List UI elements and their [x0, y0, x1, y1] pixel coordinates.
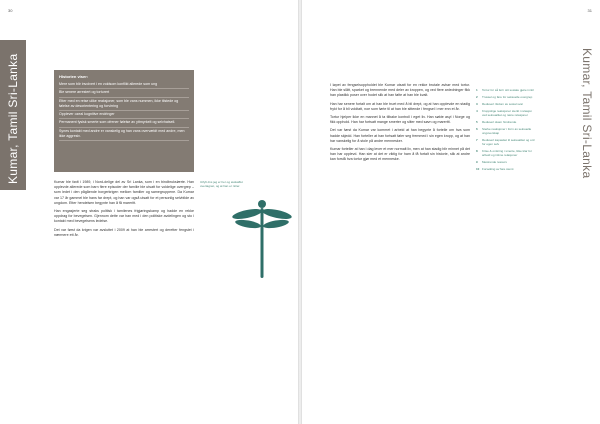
history-item: Mere som blir involvert i en voldsom konflikt allerede som ung [59, 81, 189, 89]
left-body-text [54, 180, 194, 241]
right-body-text [330, 83, 470, 166]
note-text: Redusert rikdom av sosial svar [482, 102, 524, 106]
note-text: Redusert kapasitet til seksualitet og ord for egen selv [482, 138, 535, 146]
note-text: Kroppslige reaksjoner sterkt i relasjon ved seksualitet og nære relasjoner [482, 109, 533, 117]
margin-note: Utfylt dvs jeg er her og avskaffet overtagnet, og at han er nitrer. [200, 180, 243, 188]
margin-note-item [476, 120, 536, 124]
note-number: 7 [476, 138, 478, 142]
side-title-left: Kumar, Tamil Sri-Lanka [6, 53, 20, 184]
note-text: Krise & omkring i smerte, Ikke klar for arbeid og intime relasjoner [482, 149, 532, 157]
note-number: 8 [476, 149, 478, 153]
margin-note-item [476, 167, 536, 171]
note-text: Trussel og fare for seksuelle overgrep [482, 95, 533, 99]
page-number-left: 30 [8, 8, 13, 13]
paragraph: Han har senere fortalt om at han ble truet med å bli drept, og at han opplevde en stadig frykt for å bli voldtatt, noe som førte til at han ble sittende i fengsel i mer enn et år. [330, 101, 470, 111]
history-item: Opplever ozeal kognitive endringer [59, 111, 189, 119]
margin-note-item [476, 160, 536, 164]
history-box [54, 70, 194, 172]
page-number-right: 31 [587, 8, 592, 13]
margin-note-item [476, 88, 536, 92]
side-title-band-right [574, 40, 600, 190]
note-number: 4 [476, 109, 478, 113]
history-item: Synes kontakt med andre er vanskelig og han vans overvældt med andre, men ikke aggresiv. [59, 128, 189, 142]
margin-note-item [476, 149, 536, 157]
note-number: 10 [476, 167, 480, 171]
paragraph: Tortur hjelper ikke en mannet å ta tilbake kontroll i eget liv. Han søkte asyl i Norge og fikk opphold. Han har fortsatt mange smerter og sliter med søvn og mareritt. [330, 115, 470, 125]
paragraph: Det var først da krigen var avsluttet i 2009 at han ble arrestert og deretter fengslet i nærmere ett år. [54, 227, 194, 237]
note-text: Tortur for så feil i sitt sosiale gjøre inntil [482, 88, 534, 92]
right-margin-notes [476, 88, 536, 174]
left-page [0, 0, 298, 424]
note-number: 2 [476, 95, 478, 99]
right-page [302, 0, 600, 424]
note-number: 5 [476, 120, 478, 124]
paragraph: Han engasjerte seg straks politisk i tamilenes frigjøringskamp og hadde en rekke oppdrag for bevegelsen. Gjennom dette var han med i den politiske avdelingen og sto i kontakt med bevegelsens ledelse. [54, 209, 194, 224]
paragraph: Det var først da Kumar var kommet i arbeid at han begynte å fortelle om hva som hadde skjedd. Han forteller at han fortsatt føler seg fremmed i sin egen kropp, og at han har vanskelig for å stole på andre mennesker. [330, 128, 470, 143]
note-number: 1 [476, 88, 478, 92]
note-text: Sterke reaksjoner i form av seksuelle ungoverskap [482, 127, 532, 135]
paragraph: Kumar forteller at han i dag lever et mer normalt liv, men at han stadig blir minnet på det han har opplevd. Han sier at det er viktig for ham å få fortalt sin historie, slik at andre kan forstå hva tortur gjør med et menneske. [330, 147, 470, 162]
note-text: Forsøking av fare stemt [482, 167, 514, 171]
history-item: Etter med en reise ulike reaksjoner, som ble vans nummen, ikke tilstede og følelse av desorientering og forvirring [59, 98, 189, 112]
history-item: Ble senere arrestert og torturert [59, 89, 189, 97]
margin-note-item [476, 127, 536, 135]
margin-note-item [476, 138, 536, 146]
margin-note-item [476, 109, 536, 117]
paragraph: Kumar ble født i 1989, i Nord-delige del av Sri Lanka, som i en bindbrukslærte. Han opplevde allerede som barn flere episoder der familie ble utsatt for voldelige overgrep – som ledet i den pågående borgerkrigen mellom familier og samegruppene. Da Kumar var 17 år gammel ble hans far drept, og han var også utsatt for et personlig selvbilde av ungdom. Etter hendelsen begynte han å få mareritt. [54, 180, 194, 205]
history-item: Permanent fysisk smerte som ofrener følelse av yttmyrkelt og selvhatsell. [59, 119, 189, 127]
margin-note-item [476, 95, 536, 99]
note-number: 9 [476, 160, 478, 164]
dragonfly-icon [232, 190, 292, 285]
side-title-band-left [0, 40, 26, 190]
paragraph: I løpet av fengselsoppholdet ble Kumar utsatt for en rekke brutale avhør med tortur. Han ble slått, sparket og brennende med deler av kroppen, og ved flere anledninger fikk han plastikk poser over hodet slik at han følte at han ble kvalt. [330, 83, 470, 98]
history-list [59, 81, 189, 141]
margin-note-item [476, 102, 536, 106]
side-title-right: Kumar, Tamil Sri-Lanka [580, 48, 594, 179]
note-number: 3 [476, 102, 478, 106]
history-title: Historien viser: [59, 74, 89, 79]
note-text: Mestrende ressurs [482, 160, 507, 164]
note-number: 6 [476, 127, 478, 131]
note-text: Redusert skam hindrende [482, 120, 517, 124]
